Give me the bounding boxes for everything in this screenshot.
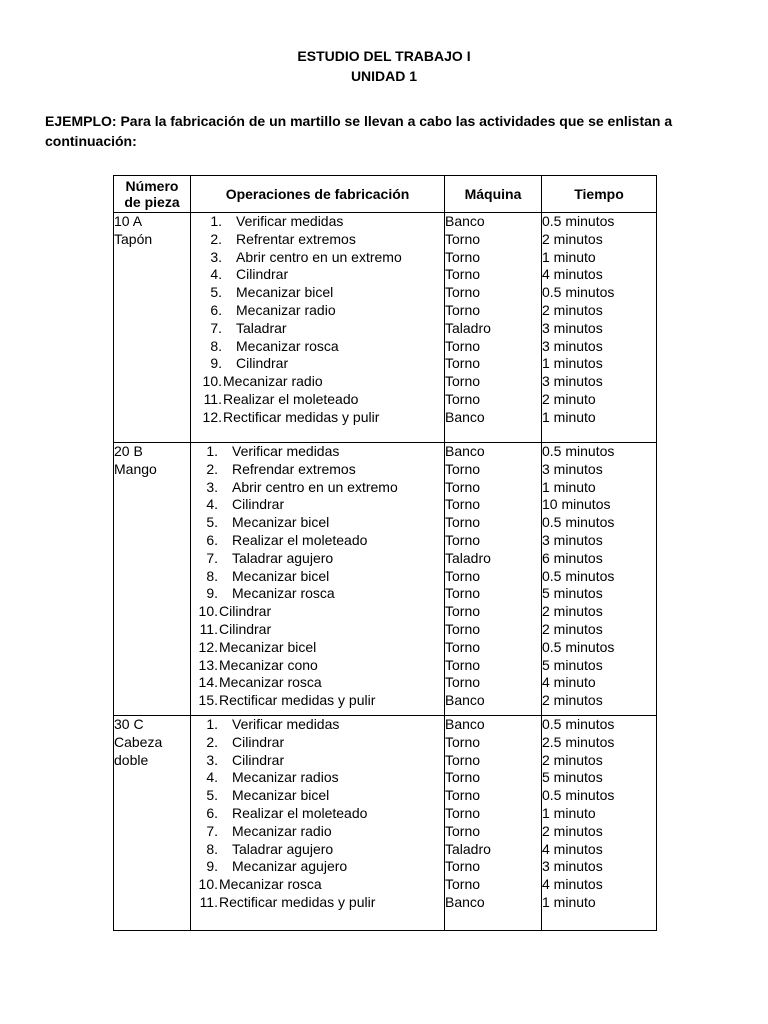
header-operaciones: Operaciones de fabricación — [191, 176, 445, 213]
operation-number: 10. — [198, 876, 218, 893]
machine-label: Torno — [445, 496, 481, 513]
operation-label: Mecanizar rosca — [232, 585, 335, 602]
operation-number: 11. — [199, 620, 218, 637]
operation-label: Mecanizar rosca — [219, 876, 322, 893]
machine-label: Torno — [445, 769, 481, 786]
time-label: 1 minuto — [542, 248, 596, 265]
time-label: 2 minutos — [542, 230, 603, 247]
operation-label: Taladrar agujero — [232, 840, 334, 857]
machine-label: Torno — [445, 248, 481, 265]
machine-label: Torno — [445, 674, 481, 691]
operation-item — [191, 338, 444, 356]
operation-label: Realizar el moleteado — [223, 390, 359, 407]
operation-label: Refrentar extremos — [236, 230, 356, 247]
operation-label: Rectificar medidas y pulir — [219, 893, 376, 910]
time-label: 4 minutos — [542, 840, 603, 857]
operation-item — [191, 787, 444, 805]
operation-label: Mecanizar bicel — [232, 567, 330, 584]
operation-label: Realizar el moleteado — [232, 531, 368, 548]
operation-item — [191, 621, 444, 639]
operation-item — [191, 876, 444, 894]
operation-number: 8. — [206, 567, 218, 584]
operation-label: Cilindrar — [232, 733, 285, 750]
operation-item — [191, 752, 444, 770]
time-label: 5 minutos — [542, 769, 603, 786]
operation-number: 1. — [210, 213, 222, 229]
piece-label: 20 B — [114, 443, 143, 459]
operation-item — [191, 266, 444, 284]
machines-cell — [445, 716, 542, 931]
time-label: 1 minuto — [542, 804, 596, 821]
machine-label: Torno — [445, 567, 481, 584]
piece-label: Mango — [114, 460, 157, 477]
operation-number: 1. — [206, 716, 218, 732]
operation-number: 12. — [198, 638, 218, 655]
time-label: 1 minuto — [542, 408, 596, 425]
operation-item — [191, 550, 444, 568]
machine-label: Torno — [445, 390, 481, 407]
time-label: 4 minuto — [542, 674, 596, 691]
operation-item — [191, 320, 444, 338]
time-label: 0.5 minutos — [542, 567, 615, 584]
operation-number: 7. — [210, 319, 222, 336]
table-row — [114, 213, 657, 443]
operation-number: 5. — [206, 787, 218, 804]
operation-number: 8. — [210, 337, 222, 354]
machine-label: Torno — [445, 478, 481, 495]
header-pieza-line: de pieza — [124, 194, 180, 210]
time-label: 2 minutos — [542, 751, 603, 768]
machine-label: Banco — [445, 408, 485, 425]
operation-label: Cilindrar — [219, 603, 272, 620]
time-label: 3 minutos — [542, 460, 603, 477]
header-tiempo: Tiempo — [542, 176, 657, 213]
operation-label: Mecanizar bicel — [232, 787, 330, 804]
time-label: 2 minutos — [542, 692, 603, 709]
operation-item — [191, 639, 444, 657]
machine-label: Torno — [445, 656, 481, 673]
times-cell — [542, 716, 657, 931]
machine-label: Torno — [445, 822, 481, 839]
operation-item — [191, 894, 444, 912]
time-label: 0.5 minutos — [542, 443, 615, 459]
operation-item — [191, 841, 444, 859]
header-pieza — [114, 176, 191, 213]
operation-label: Mecanizar rosca — [219, 674, 322, 691]
operation-number: 7. — [206, 822, 218, 839]
time-label: 2 minutos — [542, 620, 603, 637]
operations-cell — [191, 213, 445, 443]
operation-label: Mecanizar radio — [236, 301, 336, 318]
operation-label: Mecanizar radios — [232, 769, 339, 786]
operation-number: 15. — [198, 692, 218, 709]
piece-label: Tapón — [114, 230, 153, 247]
machine-label: Torno — [445, 301, 481, 318]
operation-number: 11. — [199, 893, 218, 910]
time-label: 3 minutos — [542, 319, 603, 336]
machine-label: Torno — [445, 804, 481, 821]
machine-label: Taladro — [445, 840, 491, 857]
operation-number: 13. — [198, 656, 218, 673]
operation-number: 10. — [202, 373, 222, 390]
operation-label: Abrir centro en un extremo — [232, 478, 398, 495]
operations-cell — [191, 443, 445, 716]
operation-label: Realizar el moleteado — [232, 804, 368, 821]
operation-item — [191, 734, 444, 752]
operation-item — [191, 461, 444, 479]
time-label: 2 minuto — [542, 390, 596, 407]
operation-number: 6. — [206, 804, 218, 821]
operation-item — [191, 496, 444, 514]
intro-paragraph: EJEMPLO: Para la fabricación de un martillo se llevan a cabo las actividades que se enlistan a continuación: — [45, 113, 673, 149]
machines-cell — [445, 443, 542, 716]
operation-number: 10. — [198, 603, 218, 620]
operation-label: Mecanizar agujero — [232, 858, 348, 875]
operation-item — [191, 603, 444, 621]
operation-number: 5. — [210, 284, 222, 301]
operation-number: 6. — [210, 301, 222, 318]
time-label: 3 minutos — [542, 531, 603, 548]
machine-label: Banco — [445, 692, 485, 709]
operation-item — [191, 532, 444, 550]
operation-label: Mecanizar radio — [232, 822, 332, 839]
operation-number: 7. — [206, 549, 218, 566]
operation-number: 2. — [206, 733, 218, 750]
operation-item — [191, 249, 444, 267]
machine-label: Torno — [445, 355, 481, 372]
machine-label: Torno — [445, 787, 481, 804]
operation-item — [191, 657, 444, 675]
machine-label: Torno — [445, 585, 481, 602]
machine-label: Torno — [445, 531, 481, 548]
table-row — [114, 716, 657, 931]
machine-label: Torno — [445, 733, 481, 750]
operation-item — [191, 479, 444, 497]
operations-table — [113, 175, 657, 931]
machine-label: Torno — [445, 514, 481, 531]
operation-item — [191, 302, 444, 320]
operation-label: Rectificar medidas y pulir — [223, 408, 380, 425]
operation-label: Mecanizar bicel — [232, 514, 330, 531]
time-label: 0.5 minutos — [542, 284, 615, 301]
machine-label: Torno — [445, 266, 481, 283]
operation-label: Verificar medidas — [236, 213, 344, 229]
operation-item — [191, 769, 444, 787]
operation-item — [191, 585, 444, 603]
machines-cell — [445, 213, 542, 443]
piece-label: 30 C — [114, 716, 144, 732]
operation-item — [191, 514, 444, 532]
operation-label: Mecanizar radio — [223, 373, 323, 390]
operation-item — [191, 231, 444, 249]
time-label: 2 minutos — [542, 603, 603, 620]
time-label: 3 minutos — [542, 858, 603, 875]
operation-label: Verificar medidas — [232, 716, 340, 732]
piece-label: doble — [114, 751, 149, 768]
operation-number: 14. — [198, 674, 218, 691]
machine-label: Torno — [445, 876, 481, 893]
time-label: 4 minutos — [542, 266, 603, 283]
operation-item — [191, 823, 444, 841]
operations-cell — [191, 716, 445, 931]
operation-label: Cilindrar — [236, 355, 289, 372]
operation-number: 6. — [206, 531, 218, 548]
operation-number: 12. — [202, 408, 222, 425]
piece-label: Cabeza — [114, 733, 163, 750]
machine-label: Torno — [445, 603, 481, 620]
operation-label: Cilindrar — [219, 620, 272, 637]
operation-number: 9. — [210, 355, 222, 372]
table-row — [114, 443, 657, 716]
document-subtitle: UNIDAD 1 — [350, 68, 418, 84]
piece-cell — [114, 716, 191, 931]
operation-item — [191, 692, 444, 710]
operation-number: 4. — [210, 266, 222, 283]
time-label: 0.5 minutos — [542, 787, 615, 804]
operation-label: Mecanizar cono — [219, 656, 318, 673]
time-label: 5 minutos — [542, 656, 603, 673]
document-title: ESTUDIO DEL TRABAJO I — [297, 48, 471, 64]
operation-number: 1. — [206, 443, 218, 459]
time-label: 0.5 minutos — [542, 213, 615, 229]
time-label: 2 minutos — [542, 301, 603, 318]
operation-item — [191, 391, 444, 409]
operation-item — [191, 213, 444, 231]
machine-label: Taladro — [445, 549, 491, 566]
operation-item — [191, 284, 444, 302]
operation-number: 4. — [206, 496, 218, 513]
operation-label: Cilindrar — [236, 266, 289, 283]
piece-label: 10 A — [114, 213, 143, 229]
time-label: 0.5 minutos — [542, 514, 615, 531]
time-label: 4 minutos — [542, 876, 603, 893]
operation-number: 8. — [206, 840, 218, 857]
machine-label: Banco — [445, 443, 485, 459]
machine-label: Torno — [445, 751, 481, 768]
operation-label: Abrir centro en un extremo — [236, 248, 402, 265]
operation-number: 3. — [206, 751, 218, 768]
operation-number: 2. — [210, 230, 222, 247]
piece-cell — [114, 443, 191, 716]
operation-number: 4. — [206, 769, 218, 786]
machine-label: Banco — [445, 893, 485, 910]
time-label: 2.5 minutos — [542, 733, 615, 750]
time-label: 2 minutos — [542, 822, 603, 839]
piece-cell — [114, 213, 191, 443]
operation-item — [191, 858, 444, 876]
operation-label: Mecanizar rosca — [236, 337, 339, 354]
machine-label: Torno — [445, 337, 481, 354]
machine-label: Torno — [445, 460, 481, 477]
time-label: 3 minutos — [542, 373, 603, 390]
operation-label: Refrendar extremos — [232, 460, 356, 477]
operation-label: Rectificar medidas y pulir — [219, 692, 376, 709]
operation-item — [191, 805, 444, 823]
operation-label: Mecanizar bicel — [219, 638, 317, 655]
machine-label: Torno — [445, 373, 481, 390]
operation-number: 11. — [203, 390, 222, 407]
operation-item — [191, 373, 444, 391]
operation-label: Mecanizar bicel — [236, 284, 334, 301]
operation-number: 5. — [206, 514, 218, 531]
operation-label: Cilindrar — [232, 751, 285, 768]
operation-item — [191, 674, 444, 692]
operation-number: 3. — [206, 478, 218, 495]
operation-number: 9. — [206, 585, 218, 602]
operation-item — [191, 716, 444, 734]
machine-label: Taladro — [445, 319, 491, 336]
operation-label: Taladrar agujero — [232, 549, 334, 566]
machine-label: Torno — [445, 620, 481, 637]
table-header-row — [114, 176, 657, 213]
time-label: 1 minuto — [542, 893, 596, 910]
time-label: 3 minutos — [542, 337, 603, 354]
time-label: 5 minutos — [542, 585, 603, 602]
operation-label: Cilindrar — [232, 496, 285, 513]
machine-label: Banco — [445, 716, 485, 732]
time-label: 6 minutos — [542, 549, 603, 566]
operation-item — [191, 443, 444, 461]
header-pieza-line: Número — [125, 178, 179, 194]
operation-label: Verificar medidas — [232, 443, 340, 459]
times-cell — [542, 443, 657, 716]
operation-item — [191, 355, 444, 373]
machine-label: Torno — [445, 858, 481, 875]
time-label: 1 minutos — [542, 355, 603, 372]
operation-number: 3. — [210, 248, 222, 265]
operation-item — [191, 409, 444, 427]
times-cell — [542, 213, 657, 443]
time-label: 1 minuto — [542, 478, 596, 495]
time-label: 10 minutos — [542, 496, 611, 513]
machine-label: Banco — [445, 213, 485, 229]
machine-label: Torno — [445, 638, 481, 655]
time-label: 0.5 minutos — [542, 716, 615, 732]
machine-label: Torno — [445, 284, 481, 301]
time-label: 0.5 minutos — [542, 638, 615, 655]
operation-number: 2. — [206, 460, 218, 477]
header-maquina: Máquina — [445, 176, 542, 213]
machine-label: Torno — [445, 230, 481, 247]
operation-label: Taladrar — [236, 319, 287, 336]
operation-item — [191, 568, 444, 586]
operation-number: 9. — [206, 858, 218, 875]
